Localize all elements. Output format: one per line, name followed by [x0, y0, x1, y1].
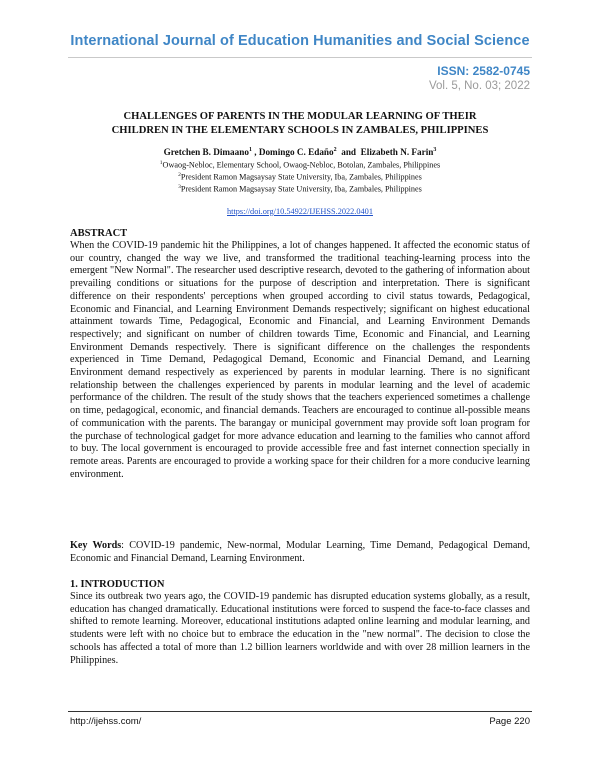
affiliation	[70, 182, 530, 195]
affiliation	[70, 158, 530, 171]
author-name: Gretchen B. Dimaano	[163, 147, 249, 158]
author-name: Domingo C. Edaño	[258, 147, 334, 158]
journal-name: International Journal of Education Humanities and Social Science	[70, 33, 530, 49]
volume-info: Vol. 5, No. 03; 2022	[428, 80, 530, 92]
author-sup: 2	[333, 147, 337, 153]
paper-title	[70, 110, 530, 138]
footer-url[interactable]: http://ijehss.com/	[70, 716, 142, 727]
abstract-heading: ABSTRACT	[70, 228, 128, 239]
affiliation-sup: 1	[159, 160, 163, 166]
affiliation-sup: 2	[178, 172, 181, 178]
introduction-text: Since its outbreak two years ago, the COVID-19 pandemic has disrupted education systems globally, as a result, education has changed dramatically. Educational institutions were forced to suspend the face-to-face classes and shifted to remote learning. Moreover, educational institutions adapted online learning and modular learning, and students were left with no choice but to embrace the education in the "new normal". The decision to close the schools has affected a total of more than 1.2 billion learners worldwide and with over 28 million learners in the Philippines.	[70, 591, 530, 666]
author-sup: 1	[248, 147, 252, 153]
footer-divider	[68, 711, 532, 712]
section-heading-introduction: 1. INTRODUCTION	[70, 579, 165, 590]
affiliation-text: Owaog-Nebloc, Elementary School, Owaog-Nebloc, Botolan, Zambales, Philippines	[162, 160, 441, 170]
affiliation-sup: 3	[178, 184, 181, 190]
doi-link[interactable]: https://doi.org/10.54922/IJEHSS.2022.0401	[227, 207, 373, 216]
keywords	[70, 540, 530, 565]
author-sup: 3	[433, 147, 437, 153]
author-name: Elizabeth N. Farin	[360, 147, 434, 158]
keywords-label: Key Words	[70, 540, 122, 551]
author-list	[70, 147, 530, 157]
page-number: Page 220	[489, 716, 530, 727]
affiliation-text: President Ramon Magsaysay State University, Iba, Zambales, Philippines	[180, 184, 422, 194]
paper-title-line: CHALLENGES OF PARENTS IN THE MODULAR LEARNING OF THEIR	[123, 111, 477, 122]
issn: ISSN: 2582-0745	[437, 64, 530, 78]
affiliation	[70, 170, 530, 183]
header-divider	[68, 57, 532, 58]
author-separator: and	[336, 147, 361, 158]
keywords-text: : COVID-19 pandemic, New-normal, Modular Learning, Time Demand, Pedagogical Demand, Economic and Financial Demand, Learning Environment.	[70, 540, 530, 564]
paper-title-line: CHILDREN IN THE ELEMENTARY SCHOOLS IN ZAMBALES, PHILIPPINES	[111, 125, 489, 136]
abstract-text: When the COVID-19 pandemic hit the Philippines, a lot of changes happened. It affected the economic status of our country, changed the way we live, and transformed the traditional teaching-learning process into the emergent "New Normal". The researcher used descriptive research, devoted to the gathering of information about prevailing conditions or situations for the purpose of description and interpretation. There is significant difference on their respondents' perceptions when grouped according to civil status towards, Pedagogical, Economic and Financial, and Learning Environment Demands respectively; significant on highest educational attainment towards Time, Pedagogical, Economic and Financial, and Learning Environment Demands respectively; and significant on number of children towards Time, Economic and Financial, and Learning Environment Demands respectively. There is significant difference on the challenges the respondents experienced in Time Demand, Pedagogical Demand, Economic and Financial Demand, and Learning Environment demand respectively as experienced by parents in modular learning. There is no significant relationship between the challenges experienced by parents in modular learning and the level of academic performance of the children. The result of the study shows that the teachers experienced sometimes a challenge on time, pedagogical, economic, and financial demands. Teachers are encouraged to continue all-possible means of communication with the parents. The barangay or municipal government may provide soft loan program for the purchase of technological gadget for more advance education and learning to the families who cannot afford to buy. The local government is encouraged to provide accessible free and fast internet connection specially in remote areas. Parents are encouraged to provide a working space for their children for a more conducive learning environment.	[70, 240, 530, 480]
affiliation-text: President Ramon Magsaysay State University, Iba, Zambales, Philippines	[180, 172, 422, 182]
author-separator: ,	[251, 147, 259, 158]
